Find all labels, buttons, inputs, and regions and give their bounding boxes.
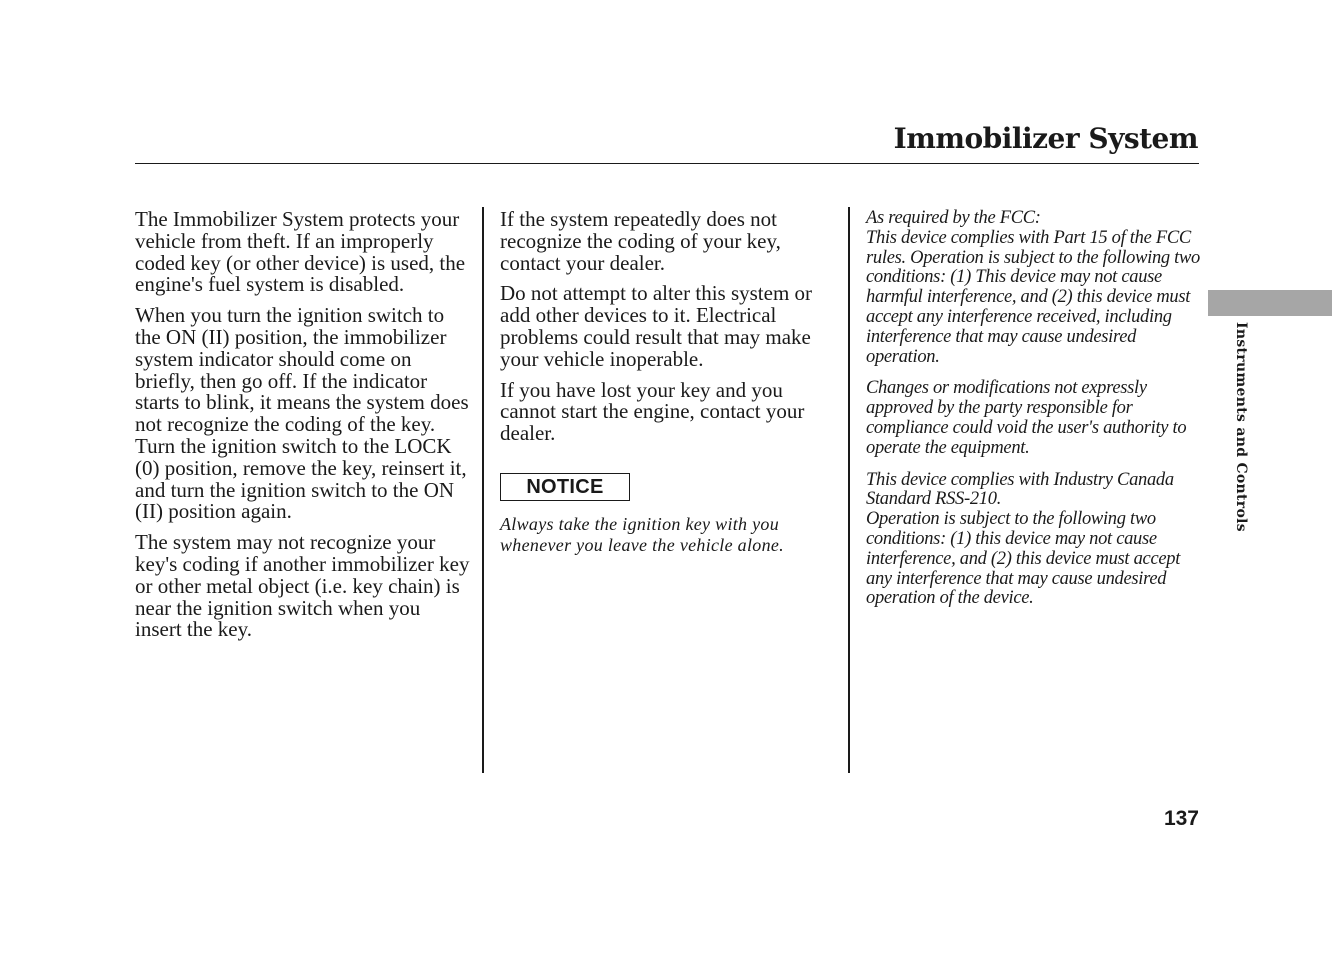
paragraph-dealer: If the system repeatedly does not recognize the coding of your key, contact your dealer. <box>500 207 781 275</box>
notice-badge: NOTICE <box>500 473 630 501</box>
fcc-part15-text: This device complies with Part 15 of the FCC rules. Operation is subject to the following two conditions: (1) This device may not cause harmful interference, and (2) this device must accept any interference received, including interference that may cause undesired operation. <box>866 227 1201 367</box>
section-label: Instruments and Controls <box>1233 322 1249 532</box>
fcc-heading: As required by the FCC: <box>866 208 1041 228</box>
industry-canada-text: This device complies with Industry Canada Standard RSS-210. <box>866 469 1174 510</box>
page-title: Immobilizer System <box>893 122 1198 155</box>
fcc-modifications-text: Changes or modifications not expressly approved by the party responsible for compliance could void the user's authority to operate the equipment. <box>866 378 1187 458</box>
paragraph-do-not-alter: Do not attempt to alter this system or add other devices to it. Electrical problems could result that may make your vehicle inoperable. <box>500 281 813 371</box>
column-3 <box>866 209 1202 621</box>
paragraph-lost-key: If you have lost your key and you cannot start the engine, contact your dealer. <box>500 377 805 446</box>
notice-text: Always take the ignition key with you whenever you leave the vehicle alone. <box>500 513 784 555</box>
industry-canada-conditions: Operation is subject to the following two conditions: (1) this device may not cause interference, and (2) this device must accept any interference that may cause undesired operation of the device. <box>866 509 1181 609</box>
fcc-statement <box>866 209 1202 367</box>
paragraph-ignition: When you turn the ignition switch to the ON (II) position, the immobilizer system indicator should come on briefly, then go off. If the indicator starts to blink, it means the system does not recognize the coding of the key. Turn the ignition switch to the LOCK (0) position, remove the key, reinsert it, and turn the ignition switch to the ON (II) position again. <box>135 303 469 524</box>
column-2 <box>500 209 840 565</box>
page-number: 137 <box>1163 807 1199 830</box>
column-divider-2 <box>848 207 850 773</box>
paragraph-interference: The system may not recognize your key's coding if another immobilizer key or other metal object (i.e. key chain) is near the ignition switch when you insert the key. <box>135 530 470 642</box>
section-tab <box>1208 290 1332 316</box>
industry-canada-statement <box>866 471 1202 610</box>
column-1 <box>135 209 471 650</box>
column-divider-1 <box>482 207 484 773</box>
title-divider <box>135 163 1199 164</box>
paragraph-intro: The Immobilizer System protects your vehicle from theft. If an improperly coded key (or other device) is used, the engine's fuel system is disabled. <box>135 207 466 297</box>
